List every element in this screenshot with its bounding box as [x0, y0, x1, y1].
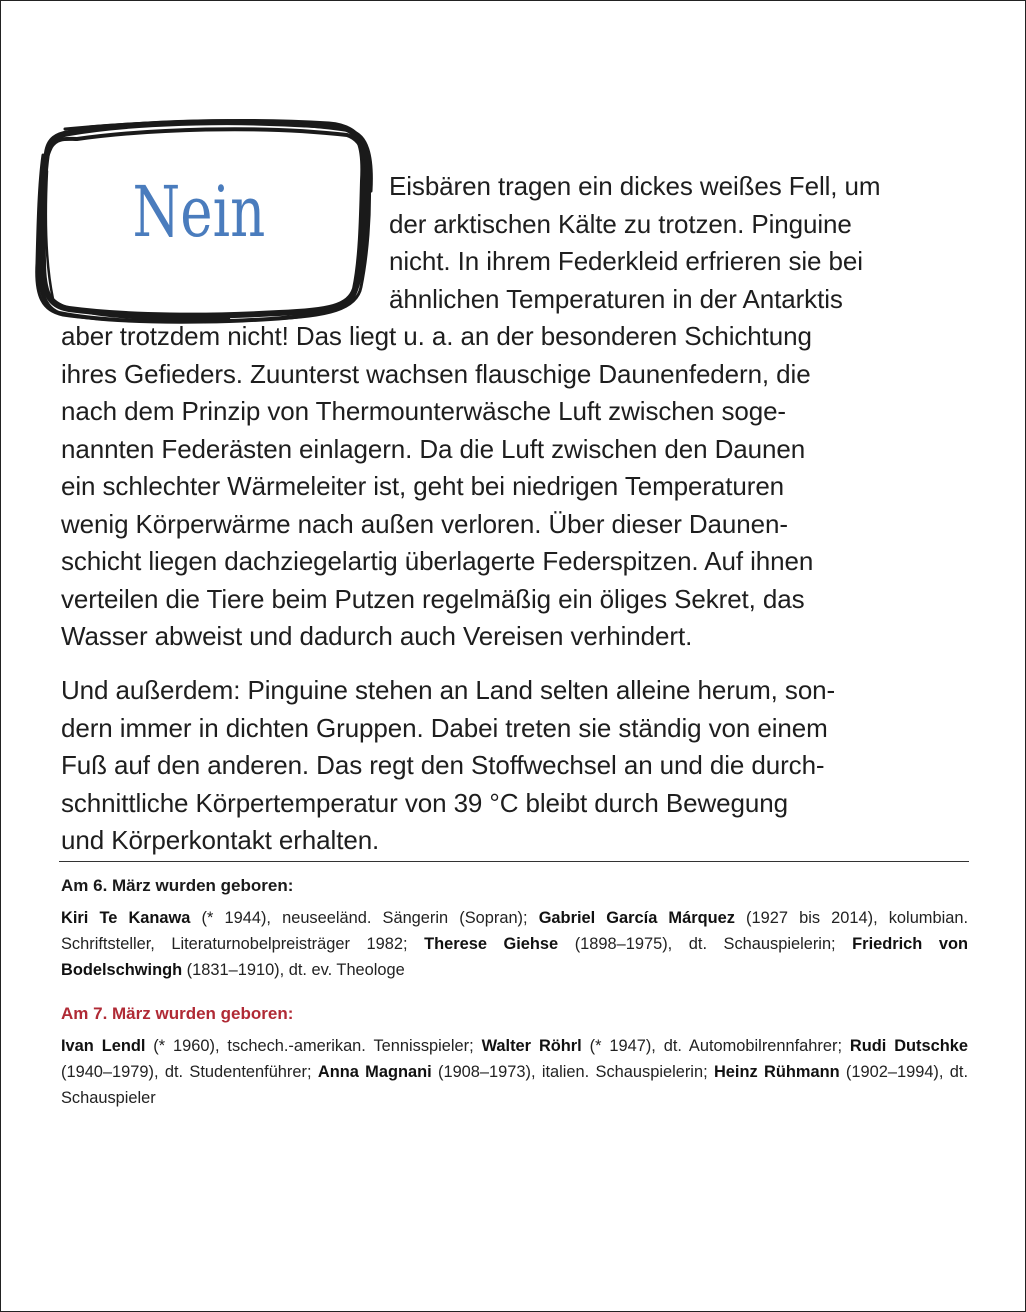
article-line: ähnlichen Temperaturen in der Antarktis [389, 283, 843, 314]
article-line: Wasser abweist und dadurch auch Vereisen verhindert. [61, 621, 693, 651]
article-line: und Körperkontakt erhalten. [61, 825, 380, 855]
article-line: der arktischen Kälte zu trotzen. Pinguine [389, 208, 852, 239]
article-line: schnittliche Körpertemperatur von 39 °C bleibt durch Bewegung [61, 787, 788, 818]
article-line: nach dem Prinzip von Thermounterwäsche Luft zwischen soge- [61, 396, 786, 426]
badge-word: Nein [132, 171, 266, 253]
person-name: Walter Röhrl [481, 1037, 582, 1055]
paragraph-2-start: Und außerdem: Pinguine stehen an Land selten alleine herum, son- [61, 675, 836, 705]
article-line: ihres Gefieders. Zuunterst wachsen flauschige Daunenfedern, die [61, 358, 811, 389]
person-name: Ivan Lendl [61, 1037, 146, 1055]
birthday-heading: Am 7. März wurden geboren: [61, 1004, 294, 1023]
person-name: Anna Magnani [317, 1063, 432, 1081]
person-details: (1940–1979), dt. Studentenführer; [61, 1063, 318, 1081]
article-line: dern immer in dichten Gruppen. Dabei treten sie ständig von einem [61, 712, 828, 743]
person-details: (1831–1910), dt. ev. Theologe [182, 961, 405, 979]
person-details: (* 1947), dt. Automobilrennfahrer; [581, 1037, 850, 1055]
person-name: Gabriel García Márquez [538, 909, 735, 927]
article-line: Eisbären tragen ein dickes weißes Fell, um [389, 171, 881, 201]
birthday-list [61, 1033, 968, 1111]
section-divider [59, 861, 969, 862]
article-line: schicht liegen dachziegelartig überlagerte Federspitzen. Auf ihnen [61, 546, 814, 576]
article-line: aber trotzdem nicht! Das liegt u. a. an der besonderen Schichtung [61, 321, 812, 351]
article-line: ein schlechter Wärmeleiter ist, geht bei niedrigen Temperaturen [61, 471, 785, 501]
person-name: Heinz Rühmann [713, 1063, 840, 1081]
article-line: verteilen die Tiere beim Putzen regelmäßig ein öliges Sekret, das [61, 583, 805, 614]
nein-badge [29, 111, 375, 331]
person-details: (1902–1994), dt. Schauspieler [61, 1063, 968, 1107]
person-details: (1908–1973), italien. Schauspielerin; [431, 1063, 714, 1081]
person-details: (1927 bis 2014), kolumbian. Schriftsteller, Literaturnobelpreisträger 1982; [61, 909, 968, 953]
birthday-heading: Am 6. März wurden geboren: [61, 876, 294, 895]
article-line: nannten Federästen einlagern. Da die Luft zwischen den Daunen [61, 433, 806, 464]
person-name: Kiri Te Kanawa [61, 909, 191, 927]
article-line: wenig Körperwärme nach außen verloren. Über dieser Daunen- [61, 508, 788, 539]
person-name: Friedrich von Bodelschwingh [61, 935, 968, 979]
person-details: (* 1944), neuseeländ. Sängerin (Sopran); [190, 909, 539, 927]
person-details: (* 1960), tschech.-amerikan. Tennisspieler; [145, 1037, 482, 1055]
person-name: Therese Giehse [424, 935, 559, 953]
article-line: nicht. In ihrem Federkleid erfrieren sie bei [389, 246, 863, 276]
birthday-list [61, 905, 968, 983]
article-line: Fuß auf den anderen. Das regt den Stoffwechsel an und die durch- [61, 750, 825, 780]
person-name: Rudi Dutschke [849, 1037, 968, 1055]
person-details: (1898–1975), dt. Schauspielerin; [558, 935, 853, 953]
